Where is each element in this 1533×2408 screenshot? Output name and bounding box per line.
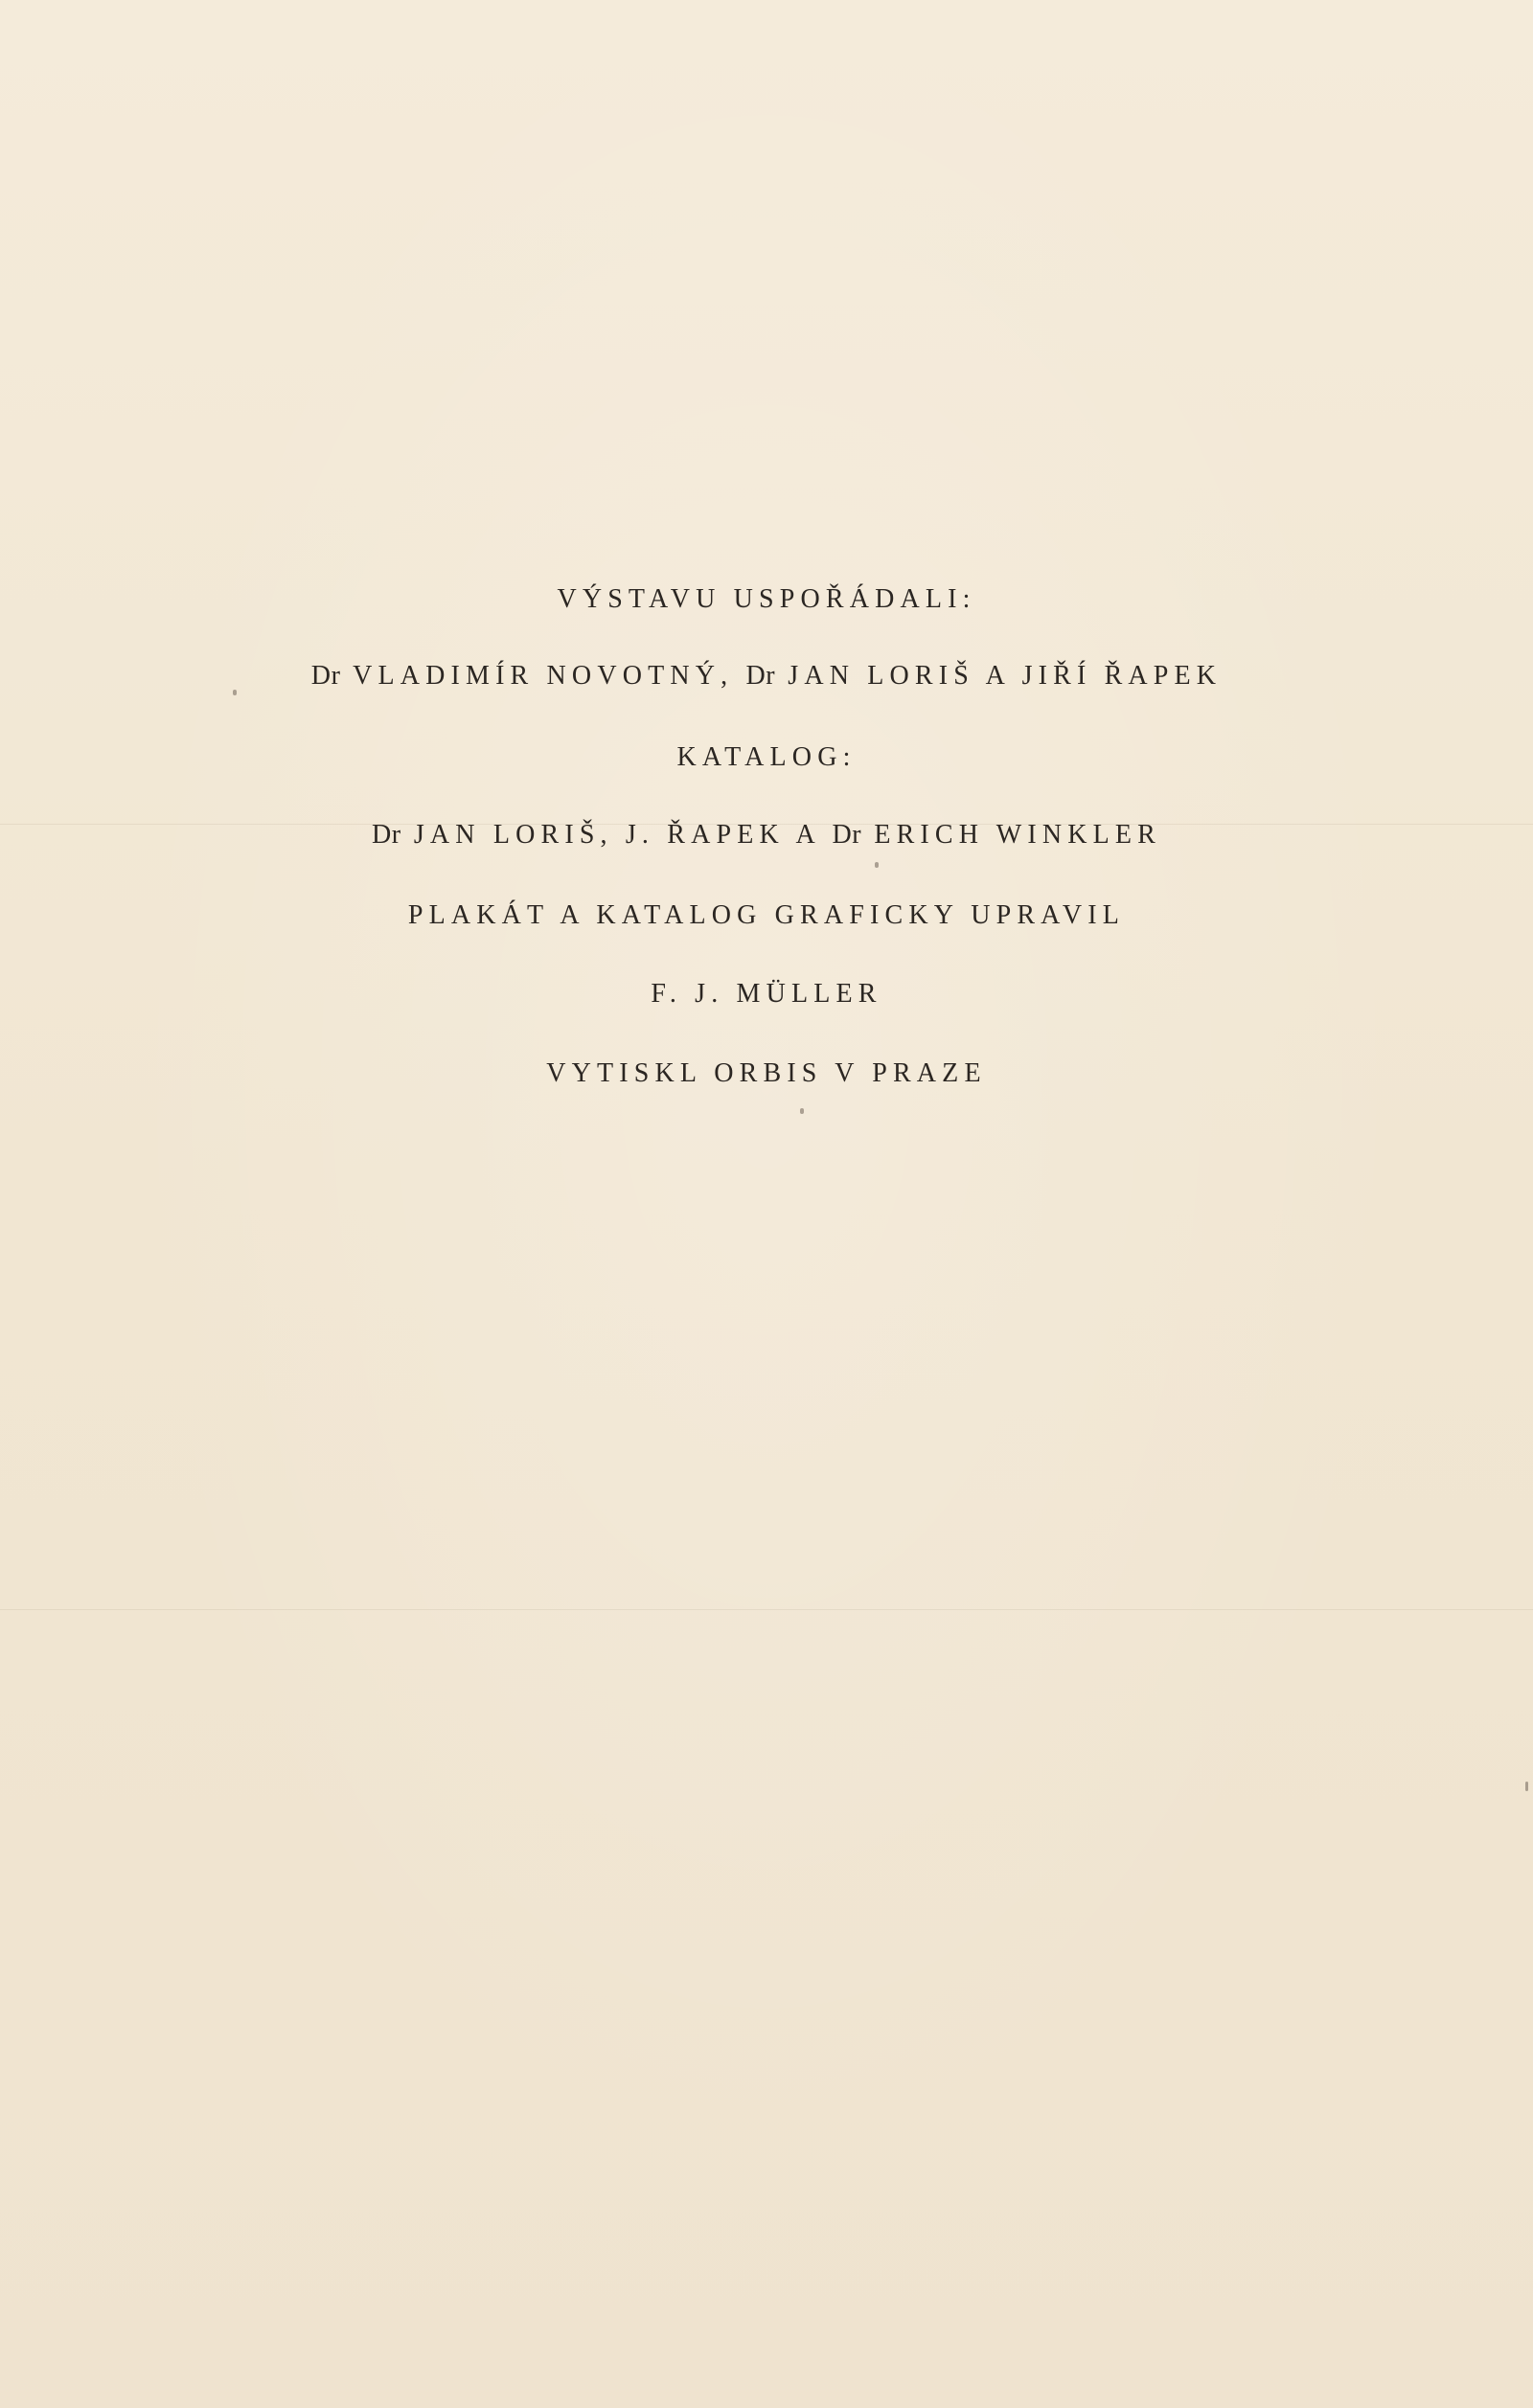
printer-line — [0, 1060, 1533, 1087]
organized-heading — [0, 586, 1533, 613]
organized-heading-text: VÝSTAVU USPOŘÁDALI: — [557, 584, 976, 614]
designer-line — [0, 981, 1533, 1008]
catalog-author-1-name: JAN LORIŠ, J. ŘAPEK A — [413, 820, 820, 850]
organizer-1-title: Dr — [310, 661, 341, 691]
organizer-1-name: VLADIMÍR NOVOTNÝ, — [353, 661, 734, 691]
paper-crease — [0, 1609, 1533, 1610]
design-heading — [0, 902, 1533, 929]
ink-speck — [800, 1108, 804, 1114]
ink-speck — [1525, 1782, 1528, 1791]
catalog-heading-text: KATALOG: — [676, 742, 857, 772]
catalog-authors-line — [0, 822, 1533, 849]
organizer-2-title: Dr — [745, 661, 776, 691]
catalog-author-2-title: Dr — [832, 820, 862, 850]
ink-speck — [875, 862, 879, 868]
ink-speck — [233, 690, 237, 695]
design-heading-text: PLAKÁT A KATALOG GRAFICKY UPRAVIL — [407, 900, 1126, 930]
printer-text: VYTISKL ORBIS V PRAZE — [546, 1058, 987, 1088]
catalog-author-1-title: Dr — [372, 820, 401, 850]
catalog-heading — [0, 744, 1533, 771]
designer-name: F. J. MÜLLER — [651, 979, 882, 1009]
catalog-author-2-name: ERICH WINKLER — [874, 820, 1161, 850]
organizer-2-name: JAN LORIŠ A JIŘÍ ŘAPEK — [788, 661, 1223, 691]
organizers-line — [0, 663, 1533, 690]
